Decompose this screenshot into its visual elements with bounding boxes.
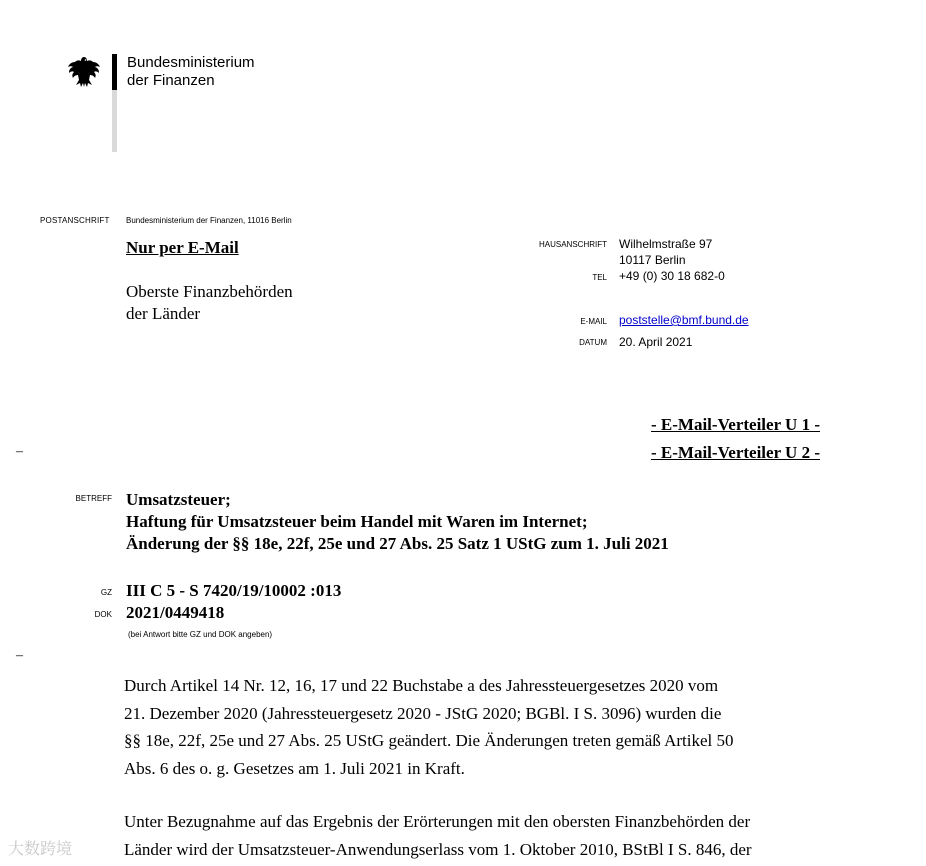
body-paragraph-2 (124, 808, 824, 863)
dok-label: DOK (94, 610, 112, 619)
fold-mark-2: – (16, 648, 23, 663)
tel-value: +49 (0) 30 18 682-0 (619, 269, 725, 283)
reply-hint: (bei Antwort bitte GZ und DOK angeben) (128, 630, 273, 639)
body-p2-line2: Länder wird der Umsatzsteuer-Anwendungserlass vom 1. Oktober 2010, BStBl I S. 846, der (124, 839, 752, 859)
betreff-label: BETREFF (75, 494, 112, 503)
gz-value: III C 5 - S 7420/19/10002 :013 (126, 581, 342, 600)
recipient-line1: Oberste Finanzbehörden (126, 282, 293, 301)
federal-eagle-icon (66, 54, 102, 90)
hausanschrift-label: HAUSANSCHRIFT (538, 240, 607, 249)
hausanschrift-value (619, 236, 712, 268)
body-p2-line1: Unter Bezugnahme auf das Ergebnis der Erörterungen mit den obersten Finanzbehörden der (124, 812, 751, 831)
betreff-line3: Änderung der §§ 18e, 22f, 25e und 27 Abs. 25 Satz 1 UStG zum 1. Juli 2021 (126, 534, 669, 553)
betreff-block (126, 489, 669, 555)
verteiler-1: - E-Mail-Verteiler U 1 - (651, 415, 820, 434)
postanschrift-value: Bundesministerium der Finanzen, 11016 Berlin (126, 216, 292, 225)
hausanschrift-line2: 10117 Berlin (619, 253, 686, 267)
body-p1-line1: Durch Artikel 14 Nr. 12, 16, 17 und 22 Buchstabe a des Jahressteuergesetzes 2020 vom (124, 676, 719, 695)
betreff-line1: Umsatzsteuer; (126, 490, 231, 509)
betreff-line2: Haftung für Umsatzsteuer beim Handel mit Waren im Internet; (126, 512, 588, 531)
datum-value: 20. April 2021 (619, 335, 693, 349)
watermark: 大数跨境 (8, 841, 73, 858)
postanschrift-label: POSTANSCHRIFT (40, 216, 110, 225)
body-p1-line2: 21. Dezember 2020 (Jahressteuergesetz 2020 - JStG 2020; BGBl. I S. 3096) wurden die (124, 703, 722, 723)
verteiler-2: - E-Mail-Verteiler U 2 - (651, 443, 820, 462)
email-link[interactable]: poststelle@bmf.bund.de (619, 313, 749, 327)
letterhead-bar-accent (112, 54, 117, 90)
email-value (619, 312, 749, 328)
datum-label: DATUM (579, 338, 607, 347)
body-p1-line3: §§ 18e, 22f, 25e und 27 Abs. 25 UStG geändert. Die Änderungen treten gemäß Artikel 50 (124, 731, 734, 750)
fold-mark-1: – (16, 444, 23, 459)
recipient-block (126, 281, 293, 325)
dok-value: 2021/0449418 (126, 603, 225, 622)
letterhead-line1: Bundesministerium (127, 54, 255, 71)
gz-label: GZ (100, 588, 112, 597)
email-label: E-MAIL (580, 317, 607, 326)
hausanschrift-line1: Wilhelmstraße 97 (619, 237, 713, 251)
recipient-line2: der Länder (126, 304, 201, 323)
delivery-note: Nur per E-Mail (126, 238, 239, 257)
body-paragraph-1 (124, 672, 824, 782)
letterhead-line2: der Finanzen (127, 72, 215, 89)
body-p1-line4: Abs. 6 des o. g. Gesetzes am 1. Juli 2021 in Kraft. (124, 758, 465, 778)
tel-label: TEL (592, 273, 607, 282)
letterhead-title (127, 54, 255, 90)
